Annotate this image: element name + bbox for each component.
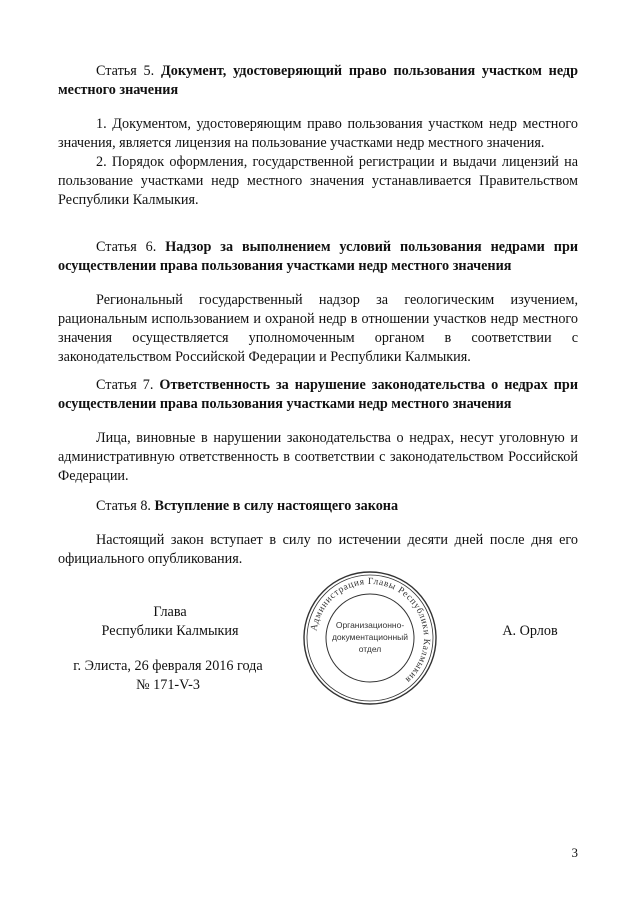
place-date: г. Элиста, 26 февраля 2016 года bbox=[73, 658, 263, 674]
article-title: Надзор за выполнением условий пользования недрами при осуществлении права пользования участками недр местного значения bbox=[58, 239, 579, 274]
position-line: Глава bbox=[153, 604, 187, 620]
article-number: Статья 7. bbox=[96, 377, 154, 393]
seal-inner-text: документационный bbox=[331, 632, 409, 642]
official-seal-icon bbox=[300, 568, 440, 708]
article-heading bbox=[58, 497, 578, 516]
signatory-name: А. Орлов bbox=[502, 623, 558, 639]
article-paragraph: 1. Документом, удостоверяющим право пользования участком недр местного значения, является лицензия на пользование участками недр местного значения. bbox=[58, 116, 578, 151]
law-number: № 171-V-3 bbox=[136, 677, 200, 693]
article-5 bbox=[58, 62, 578, 210]
signatory-position bbox=[70, 603, 270, 641]
article-number: Статья 5. bbox=[96, 63, 155, 79]
position-line: Республики Калмыкия bbox=[101, 623, 239, 639]
seal-inner-text: отдел bbox=[358, 644, 382, 654]
article-heading bbox=[58, 376, 578, 414]
article-heading bbox=[58, 62, 578, 100]
place-date-block bbox=[58, 657, 278, 695]
article-number: Статья 8. bbox=[96, 498, 151, 514]
article-paragraph: Лица, виновные в нарушении законодательства о недрах, несут уголовную и административную ответственность в соответствии с законодательством Российской Федерации. bbox=[58, 430, 578, 484]
article-paragraph: Настоящий закон вступает в силу по истечении десяти дней после дня его официального опубликования. bbox=[58, 532, 578, 567]
article-paragraph: 2. Порядок оформления, государственной регистрации и выдачи лицензий на пользование участками недр местного значения устанавливается Правительством Республики Калмыкия. bbox=[58, 154, 578, 208]
seal-outer-text: Администрация Главы Республики Калмыкия bbox=[309, 576, 432, 685]
article-heading bbox=[58, 238, 578, 276]
article-title: Вступление в силу настоящего закона bbox=[154, 498, 399, 514]
seal-inner-text: Организационно- bbox=[335, 620, 405, 630]
article-title: Документ, удостоверяющий право пользования участком недр местного значения bbox=[58, 63, 578, 98]
article-title: Ответственность за нарушение законодательства о недрах при осуществлении права пользования участками недр местного значения bbox=[58, 377, 578, 412]
page-number: 3 bbox=[571, 845, 578, 860]
article-paragraph: Региональный государственный надзор за геологическим изучением, рациональным использованием и охраной недр в отношении участков недр местного значения осуществляется уполномоченным органом в соответствии с законодательством Российской Федерации и Республики Калмыкия. bbox=[58, 292, 578, 365]
article-number: Статья 6. bbox=[96, 239, 157, 255]
article-7 bbox=[58, 376, 578, 486]
article-8 bbox=[58, 497, 578, 569]
article-6 bbox=[58, 238, 578, 367]
